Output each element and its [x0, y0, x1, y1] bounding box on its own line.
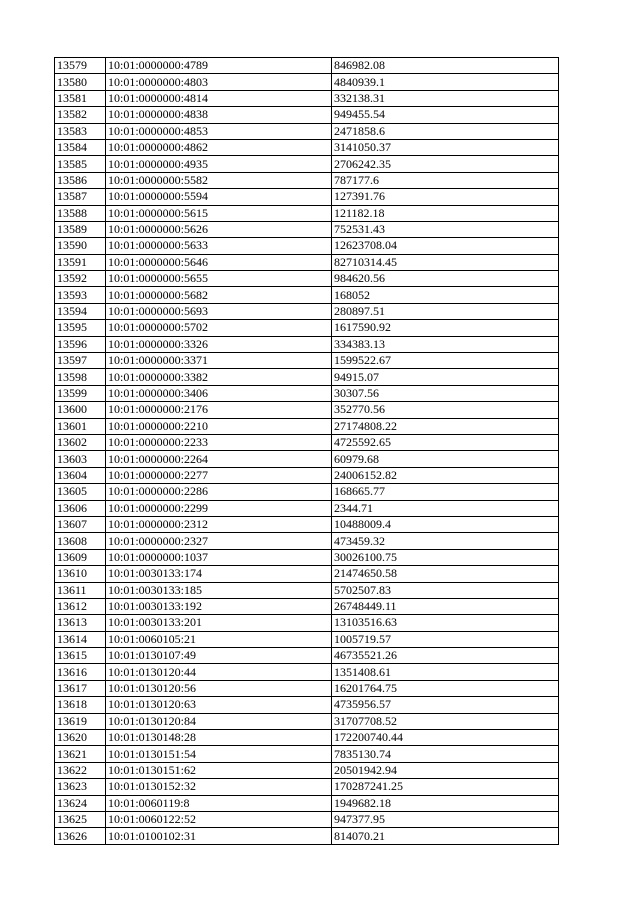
row-number-cell: 13597 [55, 353, 106, 369]
table-row [55, 58, 559, 74]
value-cell: 352770.56 [332, 402, 559, 418]
table-row [55, 139, 559, 155]
value-cell: 473459.32 [332, 533, 559, 549]
table-row [55, 303, 559, 319]
table-row [55, 451, 559, 467]
table-row [55, 156, 559, 172]
cadastral-number-cell: 10:01:0000000:2233 [106, 434, 332, 450]
value-cell: 1005719.57 [332, 631, 559, 647]
cadastral-number-cell: 10:01:0030133:174 [106, 566, 332, 582]
table-row [55, 533, 559, 549]
value-cell: 27174808.22 [332, 418, 559, 434]
table-row [55, 402, 559, 418]
cadastral-number-cell: 10:01:0130151:62 [106, 762, 332, 778]
row-number-cell: 13621 [55, 746, 106, 762]
value-cell: 4725592.65 [332, 434, 559, 450]
value-cell: 4735956.57 [332, 697, 559, 713]
cadastral-number-cell: 10:01:0000000:5633 [106, 238, 332, 254]
row-number-cell: 13622 [55, 762, 106, 778]
cadastral-number-cell: 10:01:0000000:2277 [106, 467, 332, 483]
value-cell: 1949682.18 [332, 795, 559, 811]
value-cell: 332138.31 [332, 90, 559, 106]
cadastral-number-cell: 10:01:0000000:5646 [106, 254, 332, 270]
row-number-cell: 13604 [55, 467, 106, 483]
value-cell: 2344.71 [332, 500, 559, 516]
cadastral-number-cell: 10:01:0000000:2264 [106, 451, 332, 467]
table-row [55, 254, 559, 270]
cadastral-number-cell: 10:01:0060105:21 [106, 631, 332, 647]
value-cell: 12623708.04 [332, 238, 559, 254]
cadastral-number-cell: 10:01:0000000:5615 [106, 205, 332, 221]
row-number-cell: 13610 [55, 566, 106, 582]
value-cell: 168665.77 [332, 484, 559, 500]
value-cell: 172200740.44 [332, 730, 559, 746]
cadastral-number-cell: 10:01:0000000:2299 [106, 500, 332, 516]
cadastral-number-cell: 10:01:0000000:4862 [106, 139, 332, 155]
row-number-cell: 13590 [55, 238, 106, 254]
table-row [55, 336, 559, 352]
table-row [55, 271, 559, 287]
row-number-cell: 13626 [55, 828, 106, 844]
row-number-cell: 13602 [55, 434, 106, 450]
table-row [55, 500, 559, 516]
row-number-cell: 13623 [55, 779, 106, 795]
row-number-cell: 13614 [55, 631, 106, 647]
table-row [55, 320, 559, 336]
table-row [55, 795, 559, 811]
value-cell: 947377.95 [332, 811, 559, 827]
row-number-cell: 13605 [55, 484, 106, 500]
table-row [55, 582, 559, 598]
cadastral-number-cell: 10:01:0000000:4853 [106, 123, 332, 139]
cadastral-number-cell: 10:01:0000000:2210 [106, 418, 332, 434]
value-cell: 121182.18 [332, 205, 559, 221]
row-number-cell: 13591 [55, 254, 106, 270]
table-row [55, 615, 559, 631]
cadastral-number-cell: 10:01:0030133:201 [106, 615, 332, 631]
row-number-cell: 13609 [55, 549, 106, 565]
row-number-cell: 13599 [55, 385, 106, 401]
row-number-cell: 13585 [55, 156, 106, 172]
cadastral-number-cell: 10:01:0000000:3382 [106, 369, 332, 385]
value-cell: 949455.54 [332, 107, 559, 123]
cadastral-number-cell: 10:01:0030133:185 [106, 582, 332, 598]
value-cell: 170287241.25 [332, 779, 559, 795]
cadastral-number-cell: 10:01:0000000:2327 [106, 533, 332, 549]
value-cell: 168052 [332, 287, 559, 303]
row-number-cell: 13600 [55, 402, 106, 418]
cadastral-number-cell: 10:01:0000000:2286 [106, 484, 332, 500]
table-row [55, 189, 559, 205]
table-row [55, 90, 559, 106]
value-cell: 3141050.37 [332, 139, 559, 155]
row-number-cell: 13624 [55, 795, 106, 811]
row-number-cell: 13612 [55, 598, 106, 614]
row-number-cell: 13582 [55, 107, 106, 123]
row-number-cell: 13611 [55, 582, 106, 598]
value-cell: 30307.56 [332, 385, 559, 401]
row-number-cell: 13598 [55, 369, 106, 385]
cadastral-number-cell: 10:01:0060122:52 [106, 811, 332, 827]
row-number-cell: 13588 [55, 205, 106, 221]
value-cell: 24006152.82 [332, 467, 559, 483]
row-number-cell: 13592 [55, 271, 106, 287]
cadastral-number-cell: 10:01:0130120:44 [106, 664, 332, 680]
value-cell: 2471858.6 [332, 123, 559, 139]
data-table [54, 57, 559, 845]
value-cell: 30026100.75 [332, 549, 559, 565]
table-row [55, 631, 559, 647]
cadastral-number-cell: 10:01:0000000:4838 [106, 107, 332, 123]
cadastral-number-cell: 10:01:0000000:5626 [106, 221, 332, 237]
table-row [55, 648, 559, 664]
value-cell: 280897.51 [332, 303, 559, 319]
table-row [55, 418, 559, 434]
table-row [55, 74, 559, 90]
row-number-cell: 13593 [55, 287, 106, 303]
table-row [55, 221, 559, 237]
table-row [55, 811, 559, 827]
table-row [55, 680, 559, 696]
row-number-cell: 13618 [55, 697, 106, 713]
table-row [55, 566, 559, 582]
table-row [55, 664, 559, 680]
value-cell: 31707708.52 [332, 713, 559, 729]
table-row [55, 598, 559, 614]
row-number-cell: 13587 [55, 189, 106, 205]
value-cell: 814070.21 [332, 828, 559, 844]
row-number-cell: 13589 [55, 221, 106, 237]
value-cell: 1617590.92 [332, 320, 559, 336]
value-cell: 82710314.45 [332, 254, 559, 270]
cadastral-number-cell: 10:01:0130120:63 [106, 697, 332, 713]
value-cell: 334383.13 [332, 336, 559, 352]
row-number-cell: 13617 [55, 680, 106, 696]
cadastral-number-cell: 10:01:0000000:5594 [106, 189, 332, 205]
table-row [55, 238, 559, 254]
value-cell: 16201764.75 [332, 680, 559, 696]
row-number-cell: 13603 [55, 451, 106, 467]
table-row [55, 467, 559, 483]
cadastral-number-cell: 10:01:0000000:5693 [106, 303, 332, 319]
table-row [55, 746, 559, 762]
cadastral-number-cell: 10:01:0130151:54 [106, 746, 332, 762]
cadastral-number-cell: 10:01:0000000:4814 [106, 90, 332, 106]
value-cell: 7835130.74 [332, 746, 559, 762]
table-row [55, 828, 559, 844]
row-number-cell: 13594 [55, 303, 106, 319]
cadastral-number-cell: 10:01:0060119:8 [106, 795, 332, 811]
table-row [55, 369, 559, 385]
row-number-cell: 13601 [55, 418, 106, 434]
table-row [55, 549, 559, 565]
row-number-cell: 13607 [55, 516, 106, 532]
value-cell: 60979.68 [332, 451, 559, 467]
row-number-cell: 13583 [55, 123, 106, 139]
cadastral-number-cell: 10:01:0000000:4789 [106, 58, 332, 74]
value-cell: 752531.43 [332, 221, 559, 237]
cadastral-number-cell: 10:01:0000000:5702 [106, 320, 332, 336]
row-number-cell: 13615 [55, 648, 106, 664]
cadastral-number-cell: 10:01:0000000:5682 [106, 287, 332, 303]
value-cell: 2706242.35 [332, 156, 559, 172]
table-body [55, 58, 559, 845]
table-row [55, 434, 559, 450]
cadastral-number-cell: 10:01:0000000:2176 [106, 402, 332, 418]
cadastral-number-cell: 10:01:0130107:49 [106, 648, 332, 664]
cadastral-number-cell: 10:01:0000000:4803 [106, 74, 332, 90]
cadastral-number-cell: 10:01:0100102:31 [106, 828, 332, 844]
table-row [55, 697, 559, 713]
row-number-cell: 13613 [55, 615, 106, 631]
table-row [55, 123, 559, 139]
value-cell: 26748449.11 [332, 598, 559, 614]
value-cell: 787177.6 [332, 172, 559, 188]
cadastral-number-cell: 10:01:0130152:32 [106, 779, 332, 795]
row-number-cell: 13619 [55, 713, 106, 729]
cadastral-number-cell: 10:01:0000000:3326 [106, 336, 332, 352]
table-row [55, 713, 559, 729]
row-number-cell: 13584 [55, 139, 106, 155]
value-cell: 10488009.4 [332, 516, 559, 532]
row-number-cell: 13581 [55, 90, 106, 106]
value-cell: 1599522.67 [332, 353, 559, 369]
cadastral-number-cell: 10:01:0000000:2312 [106, 516, 332, 532]
table-row [55, 385, 559, 401]
value-cell: 5702507.83 [332, 582, 559, 598]
cadastral-number-cell: 10:01:0130120:56 [106, 680, 332, 696]
value-cell: 20501942.94 [332, 762, 559, 778]
table-row [55, 172, 559, 188]
cadastral-number-cell: 10:01:0000000:1037 [106, 549, 332, 565]
value-cell: 46735521.26 [332, 648, 559, 664]
value-cell: 94915.07 [332, 369, 559, 385]
row-number-cell: 13606 [55, 500, 106, 516]
table-row [55, 107, 559, 123]
value-cell: 127391.76 [332, 189, 559, 205]
table-row [55, 516, 559, 532]
value-cell: 984620.56 [332, 271, 559, 287]
table-row [55, 353, 559, 369]
cadastral-number-cell: 10:01:0130120:84 [106, 713, 332, 729]
table-row [55, 730, 559, 746]
table-row [55, 287, 559, 303]
row-number-cell: 13625 [55, 811, 106, 827]
value-cell: 21474650.58 [332, 566, 559, 582]
cadastral-number-cell: 10:01:0000000:3371 [106, 353, 332, 369]
row-number-cell: 13608 [55, 533, 106, 549]
cadastral-number-cell: 10:01:0000000:4935 [106, 156, 332, 172]
row-number-cell: 13616 [55, 664, 106, 680]
row-number-cell: 13596 [55, 336, 106, 352]
value-cell: 4840939.1 [332, 74, 559, 90]
table-row [55, 762, 559, 778]
row-number-cell: 13586 [55, 172, 106, 188]
value-cell: 13103516.63 [332, 615, 559, 631]
value-cell: 846982.08 [332, 58, 559, 74]
table-row [55, 205, 559, 221]
value-cell: 1351408.61 [332, 664, 559, 680]
cadastral-number-cell: 10:01:0030133:192 [106, 598, 332, 614]
cadastral-number-cell: 10:01:0000000:3406 [106, 385, 332, 401]
table-row [55, 484, 559, 500]
cadastral-number-cell: 10:01:0000000:5655 [106, 271, 332, 287]
cadastral-number-cell: 10:01:0000000:5582 [106, 172, 332, 188]
cadastral-number-cell: 10:01:0130148:28 [106, 730, 332, 746]
row-number-cell: 13620 [55, 730, 106, 746]
row-number-cell: 13580 [55, 74, 106, 90]
row-number-cell: 13595 [55, 320, 106, 336]
table-row [55, 779, 559, 795]
row-number-cell: 13579 [55, 58, 106, 74]
